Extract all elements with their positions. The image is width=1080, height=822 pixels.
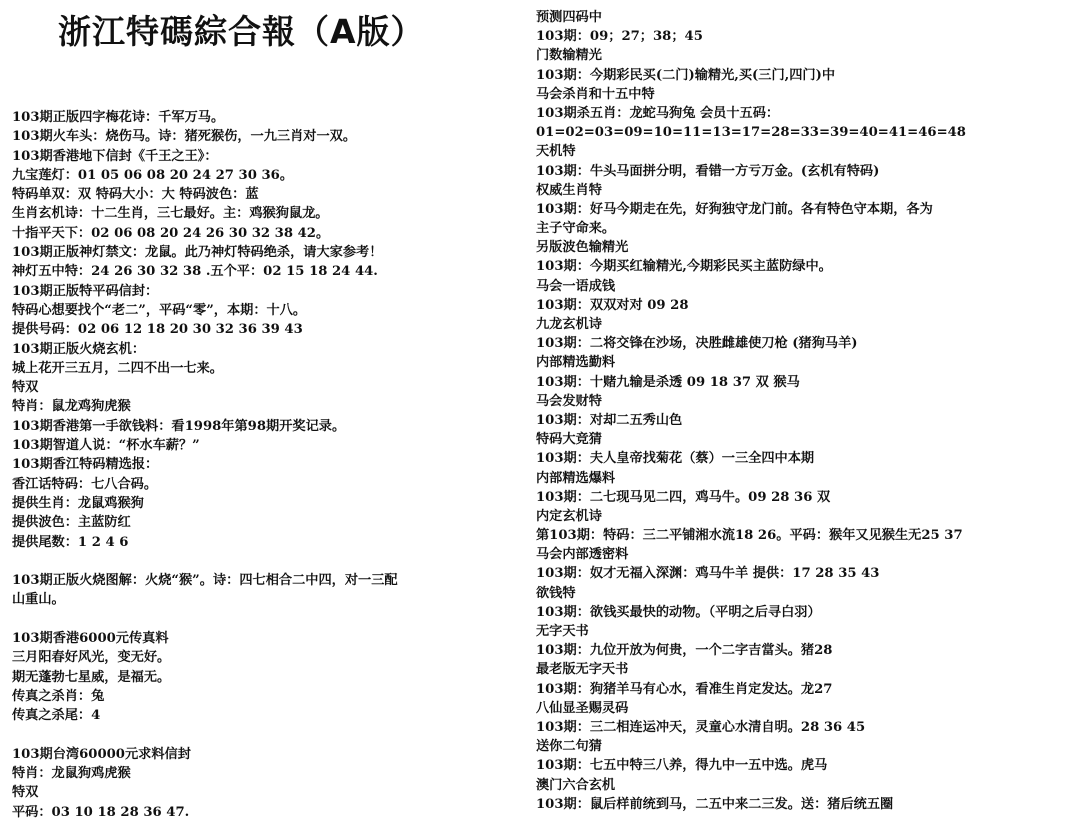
right-text-line: 103期：好马今期走在先，好狗独守龙门前。各有特色守本期，各为 [536, 201, 933, 217]
left-text-line: 山重山。 [12, 592, 65, 608]
right-text-line: 103期：对却二五秀山色 [536, 412, 683, 428]
right-text-line: 103期：七五中特三八养，得九中一五中选。虎马 [536, 758, 828, 774]
right-text-line: 权威生肖特 [536, 182, 602, 198]
left-text-line: 103期正版特平码信封： [12, 283, 159, 299]
left-spacer [12, 726, 532, 745]
right-text-line: 103期：双双对对 09 28 [536, 297, 689, 313]
left-text-line: 提供波色：主蓝防红 [12, 515, 131, 531]
right-text-line: 内部精选爆料 [536, 470, 616, 486]
right-text-line: 预测四码中 [536, 10, 602, 25]
right-text-line: 103期杀五肖：龙蛇马狗兔 会员十五码： [536, 105, 780, 121]
right-text-line: 103期：09；27；38；45 [536, 29, 703, 45]
left-text-line: 九宝莲灯：01 05 06 08 20 24 27 30 36。 [12, 167, 294, 183]
right-text-line: 103期：牛头马面拼分明，看错一方亏万金。(玄机有特码) [536, 163, 880, 179]
right-text-line: 内定玄机诗 [536, 508, 602, 524]
left-text-line: 期无蓬勃七星威，是福无。 [12, 669, 171, 685]
right-text-line: 103期：奴才无福入深渊：鸡马牛羊 提供：17 28 35 43 [536, 566, 880, 582]
right-text-line: 送你二句猜 [536, 739, 602, 755]
left-text-line: 三月阳春好风光，变无好。 [12, 650, 171, 666]
right-text-line: 103期：十赌九输是杀透 09 18 37 双 猴马 [536, 374, 800, 390]
left-text-line: 城上花开三五月，二四不出一七来。 [12, 360, 223, 376]
right-text-line: 01=02=03=09=10=11=13=17=28=33=39=40=41=46=48 [536, 125, 966, 141]
left-text-line: 103期正版火烧图解：火烧“猴”。诗：四七相合二中四，对一三配 [12, 573, 398, 589]
right-text-line: 八仙显圣赐灵码 [536, 700, 629, 716]
right-text-line: 最老版无字天书 [536, 662, 629, 678]
right-text-line: 103期：欲钱买最快的动物。（平明之后寻白羽） [536, 604, 821, 620]
left-text-line: 生肖玄机诗：十二生肖，三七最好。主：鸡猴狗鼠龙。 [12, 206, 329, 222]
left-text-line: 香江话特码：七八合码。 [12, 476, 158, 492]
right-text-line: 103期：今期彩民买(二门)输精光,买(三门,四门)中 [536, 67, 836, 83]
left-text-line: 103期正版四字梅花诗：千军万马。 [12, 110, 225, 125]
right-text-line: 特码大竞猜 [536, 432, 602, 448]
left-text-line: 传真之杀尾：4 [12, 708, 101, 724]
left-text-line: 103期台湾60000元求料信封 [12, 746, 191, 762]
left-text-line: 特肖：鼠龙鸡狗虎猴 [12, 399, 131, 415]
right-text-line: 九龙玄机诗 [536, 317, 602, 332]
left-text-line: 特双 [12, 785, 39, 801]
right-column [536, 8, 1076, 814]
left-text-line: 103期香港地下信封《千王之王》： [12, 148, 218, 164]
left-text-line: 传真之杀肖：兔 [12, 688, 105, 704]
left-spacer [12, 610, 532, 629]
left-text-line: 提供尾数：1 2 4 6 [12, 534, 129, 550]
left-text-line: 特码单双：双 特码大小：大 特码波色：蓝 [12, 187, 259, 203]
right-text-line: 无字天书 [536, 624, 589, 639]
right-text-line: 103期：三二相连运冲天，灵童心水清自明。28 36 45 [536, 719, 866, 735]
right-text-line: 欲钱特 [536, 585, 576, 601]
left-text-line: 103期香江特码精选报： [12, 457, 159, 473]
left-text-line: 提供生肖：龙鼠鸡猴狗 [12, 495, 144, 511]
right-text-line: 马会发财特 [536, 393, 602, 409]
left-text-line: 103期正版火烧玄机： [12, 341, 146, 357]
right-text-line: 马会内部透密料 [536, 547, 629, 563]
left-text-line: 特码心想要找个“老二”，平码“零”，本期：十八。 [12, 302, 307, 318]
right-text-line: 内部精选勤料 [536, 355, 616, 371]
left-text-line: 103期正版神灯禁文：龙鼠。此乃神灯特码绝杀，请大家参考！ [12, 245, 383, 261]
right-text-line: 澳门六合玄机 [536, 777, 616, 793]
left-text-line: 103期火车头：烧伤马。诗：猪死猴伤，一九三肖对一双。 [12, 129, 357, 145]
right-text-line: 马会杀肖和十五中特 [536, 86, 655, 102]
right-text-line: 主子守命来。 [536, 221, 616, 237]
left-column [12, 108, 532, 822]
left-text-line: 特肖：龙鼠狗鸡虎猴 [12, 766, 131, 782]
left-text-line: 103期智道人说：“杯水车薪？” [12, 438, 200, 454]
left-text-line: 103期香港6000元传真料 [12, 631, 169, 647]
left-text-line: 103期香港第一手欲钱料：看1998年第98期开奖记录。 [12, 418, 346, 434]
right-text-line: 103期：鼠后样前统到马，二五中来二三发。送：猪后统五圈 [536, 796, 894, 812]
right-text-line: 门数输精光 [536, 48, 602, 64]
right-text-line: 第103期：特码：三二平铺湘水流18 26。平码：猴年又见猴生无25 37 [536, 528, 963, 544]
right-text-line: 103期：今期买红输精光,今期彩民买主蓝防绿中。 [536, 259, 832, 275]
right-text-line: 103期：狗猪羊马有心水，看准生肖定发达。龙27 [536, 681, 833, 697]
right-text-line: 103期：二七现马见二四，鸡马牛。09 28 36 双 [536, 489, 831, 505]
right-text-line: 103期：二将交锋在沙场，决胜雌雄使刀枪 (猪狗马羊) [536, 336, 858, 352]
page-title: 浙江特碼綜合報（A版） [58, 12, 425, 51]
right-text-line: 103期：夫人皇帝找菊花（蔡）一三全四中本期 [536, 451, 815, 467]
left-spacer [12, 552, 532, 571]
right-text-line: 马会一语成钱 [536, 278, 616, 294]
left-text-line: 平码：03 10 18 28 36 47. [12, 804, 190, 820]
left-text-line: 十指平天下：02 06 08 20 24 26 30 32 38 42。 [12, 225, 330, 241]
right-text-line: 天机特 [536, 144, 576, 160]
right-text-line: 另版波色输精光 [536, 240, 629, 256]
left-text-line: 特双 [12, 380, 39, 396]
right-text-line: 103期：九位开放为何贵，一个二字吉當头。猪28 [536, 643, 833, 659]
left-text-line: 提供号码：02 06 12 18 20 30 32 36 39 43 [12, 322, 303, 338]
left-text-line: 神灯五中特：24 26 30 32 38 .五个平：02 15 18 24 44. [12, 264, 378, 280]
